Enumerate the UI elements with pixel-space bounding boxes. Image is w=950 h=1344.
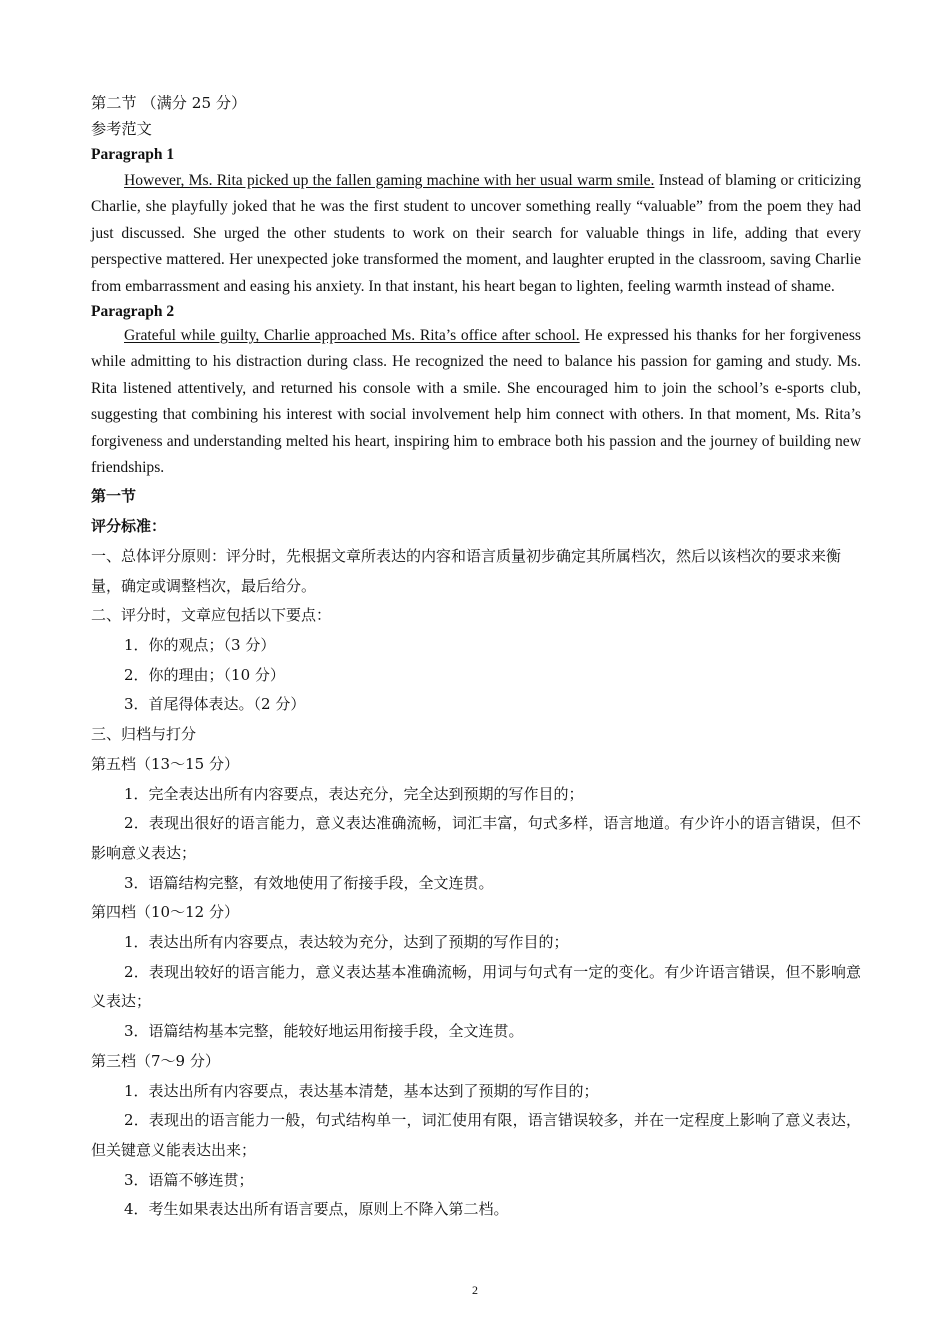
criteria-title: 评分标准： (91, 517, 167, 536)
point-item: 1．你的观点；（3 分） (124, 635, 276, 654)
grade5-title: 第五档（13～15 分） (91, 754, 239, 773)
point-item: 3．首尾得体表达。（2 分） (124, 695, 306, 714)
page-number: 2 (472, 1283, 478, 1297)
grade3-item: 2．表现出的语言能力一般，句式结构单一，词汇使用有限，语言错误较多，并在一定程度上影响了意义表达，但关键意义能表达出来； (91, 1111, 861, 1159)
document-page (91, 92, 861, 1225)
section1-title: 第一节 (91, 487, 137, 506)
point-item: 2．你的理由；（10 分） (124, 665, 285, 684)
grade3-title: 第三档（7～9 分） (91, 1051, 220, 1070)
grade4-item: 2．表现出较好的语言能力，意义表达基本准确流畅，用词与句式有一定的变化。有少许语言错误，但不影响意义表达； (91, 962, 861, 1011)
general-principle: 一、总体评分原则：评分时，先根据文章所表达的内容和语言质量初步确定其所属档次，然后以该档次的要求来衡量，确定或调整档次，最后给分。 (91, 546, 842, 595)
paragraph1-label: Paragraph 1 (91, 146, 175, 163)
grade3-item: 1．表达出所有内容要点，表达基本清楚，基本达到了预期的写作目的； (124, 1081, 599, 1100)
grade5-item: 2．表现出很好的语言能力，意义表达准确流畅，词汇丰富，句式多样，语言地道。有少许小的语言错误，但不影响意义表达； (91, 814, 861, 862)
grade5-item: 1．完全表达出所有内容要点，表达充分，完全达到预期的写作目的； (124, 784, 584, 803)
paragraph2-opening-sentence: Grateful while guilty, Charlie approached Ms. Rita’s office after school. (124, 327, 580, 345)
grade4-item: 1．表达出所有内容要点，表达较为充分，达到了预期的写作目的； (124, 933, 569, 952)
model-essay-label: 参考范文 (91, 120, 152, 138)
grade3-item: 3．语篇不够连贯； (124, 1170, 254, 1189)
section2-title: 第二节 （满分 25 分） (91, 94, 247, 112)
paragraph2-text (91, 323, 861, 481)
grading-title: 三、归档与打分 (91, 725, 197, 744)
paragraph1-text (91, 168, 861, 300)
grade4-title: 第四档（10～12 分） (91, 903, 239, 922)
grade4-item: 3．语篇结构基本完整，能较好地运用衔接手段，全文连贯。 (124, 1022, 524, 1041)
grade5-item: 3．语篇结构完整，有效地使用了衔接手段，全文连贯。 (124, 873, 494, 892)
paragraph1-body: Instead of blaming or criticizing Charlie, she playfully joked that he was the first student to uncover something really “valuable” from the poem they had just discussed. She urged the other students to work on their search for valuable things in life, adding that every perspective mattered. Her unexpected joke transformed the moment, and laughter erupted in the classroom, saving Charlie from embarrassment and easing his anxiety. In that instant, his heart began to lighten, feeling warmth instead of shame. (91, 172, 861, 295)
paragraph2-body: He expressed his thanks for her forgiveness while admitting to his distraction during class. He recognized the need to balance his passion for gaming and study. Ms. Rita listened attentively, and returned his console with a smile. She encouraged him to join the school’s e-sports club, suggesting that combining his interest with social involvement help him connect with others. In that moment, Ms. Rita’s forgiveness and understanding melted his heart, inspiring him to embrace both his passion and the journey of building new friendships. (91, 327, 861, 477)
points-title: 二、评分时，文章应包括以下要点： (91, 606, 332, 625)
grade3-item: 4．考生如果表达出所有语言要点，原则上不降入第二档。 (124, 1200, 509, 1219)
paragraph2-label: Paragraph 2 (91, 303, 175, 321)
paragraph1-opening-sentence: However, Ms. Rita picked up the fallen gaming machine with her usual warm smile. (124, 172, 655, 189)
